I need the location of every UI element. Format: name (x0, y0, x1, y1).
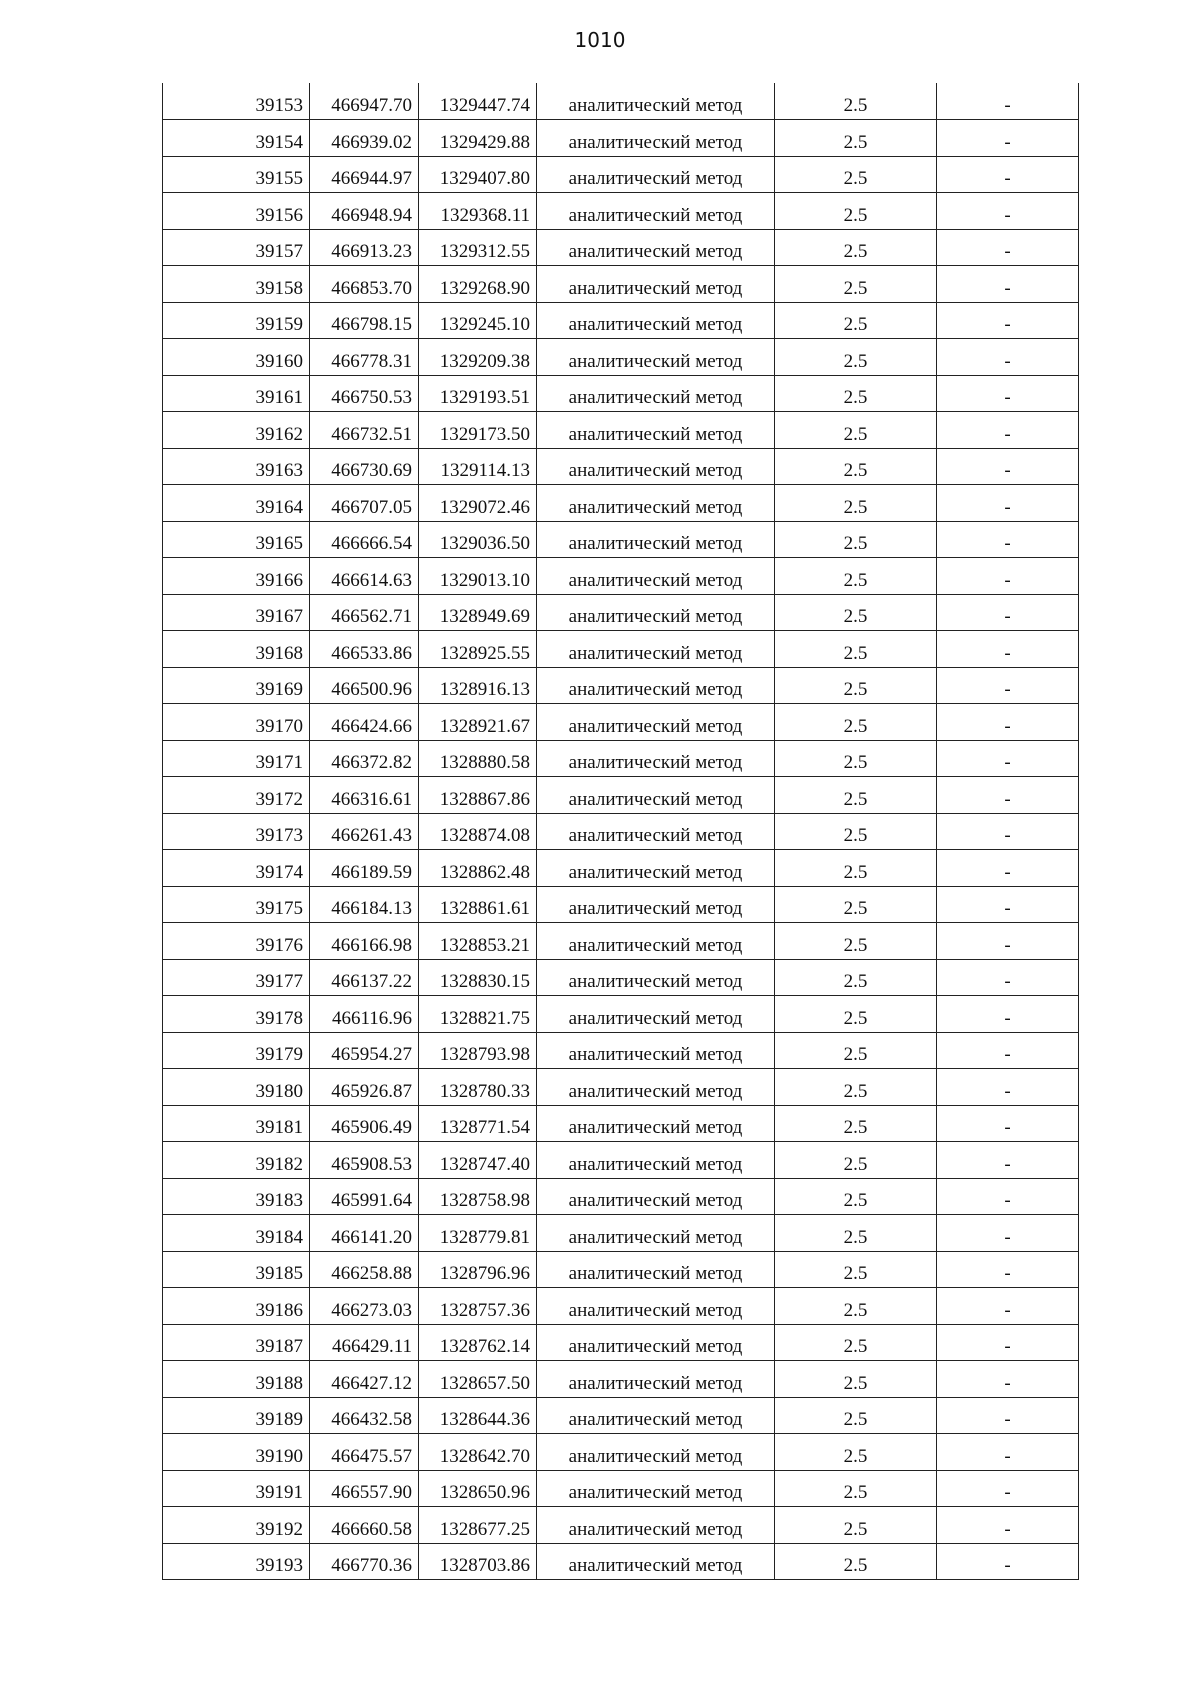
table-row (163, 1032, 1079, 1069)
point-number-cell: 39182 (163, 1142, 310, 1179)
method-cell: аналитический метод (537, 1324, 775, 1361)
table-row (163, 667, 1079, 704)
note-cell: - (937, 83, 1079, 120)
table-row (163, 521, 1079, 558)
method-cell: аналитический метод (537, 558, 775, 595)
x-coordinate-cell: 466475.57 (310, 1434, 419, 1471)
accuracy-cell: 2.5 (775, 120, 937, 157)
x-coordinate-cell: 466853.70 (310, 266, 419, 303)
x-coordinate-cell: 466184.13 (310, 886, 419, 923)
table-row (163, 850, 1079, 887)
table-row (163, 1105, 1079, 1142)
y-coordinate-cell: 1328642.70 (419, 1434, 537, 1471)
y-coordinate-cell: 1328677.25 (419, 1507, 537, 1544)
y-coordinate-cell: 1328921.67 (419, 704, 537, 741)
y-coordinate-cell: 1329209.38 (419, 339, 537, 376)
table-row (163, 777, 1079, 814)
note-cell: - (937, 667, 1079, 704)
accuracy-cell: 2.5 (775, 704, 937, 741)
method-cell: аналитический метод (537, 229, 775, 266)
method-cell: аналитический метод (537, 83, 775, 120)
note-cell: - (937, 193, 1079, 230)
table-row (163, 704, 1079, 741)
accuracy-cell: 2.5 (775, 923, 937, 960)
y-coordinate-cell: 1329193.51 (419, 375, 537, 412)
method-cell: аналитический метод (537, 521, 775, 558)
method-cell: аналитический метод (537, 302, 775, 339)
y-coordinate-cell: 1328650.96 (419, 1470, 537, 1507)
table-row (163, 302, 1079, 339)
x-coordinate-cell: 465954.27 (310, 1032, 419, 1069)
accuracy-cell: 2.5 (775, 448, 937, 485)
note-cell: - (937, 1397, 1079, 1434)
y-coordinate-cell: 1328874.08 (419, 813, 537, 850)
accuracy-cell: 2.5 (775, 850, 937, 887)
method-cell: аналитический метод (537, 1543, 775, 1580)
point-number-cell: 39183 (163, 1178, 310, 1215)
method-cell: аналитический метод (537, 448, 775, 485)
note-cell: - (937, 448, 1079, 485)
point-number-cell: 39178 (163, 996, 310, 1033)
accuracy-cell: 2.5 (775, 193, 937, 230)
accuracy-cell: 2.5 (775, 1543, 937, 1580)
method-cell: аналитический метод (537, 886, 775, 923)
point-number-cell: 39179 (163, 1032, 310, 1069)
y-coordinate-cell: 1328862.48 (419, 850, 537, 887)
note-cell: - (937, 959, 1079, 996)
x-coordinate-cell: 466189.59 (310, 850, 419, 887)
point-number-cell: 39167 (163, 594, 310, 631)
table-row (163, 594, 1079, 631)
table-row (163, 266, 1079, 303)
y-coordinate-cell: 1328861.61 (419, 886, 537, 923)
point-number-cell: 39157 (163, 229, 310, 266)
table-row (163, 996, 1079, 1033)
point-number-cell: 39181 (163, 1105, 310, 1142)
x-coordinate-cell: 466778.31 (310, 339, 419, 376)
y-coordinate-cell: 1329245.10 (419, 302, 537, 339)
accuracy-cell: 2.5 (775, 1215, 937, 1252)
note-cell: - (937, 1251, 1079, 1288)
table-body (163, 83, 1079, 1580)
point-number-cell: 39170 (163, 704, 310, 741)
y-coordinate-cell: 1329407.80 (419, 156, 537, 193)
x-coordinate-cell: 466116.96 (310, 996, 419, 1033)
table-row (163, 485, 1079, 522)
note-cell: - (937, 1105, 1079, 1142)
accuracy-cell: 2.5 (775, 813, 937, 850)
x-coordinate-cell: 466432.58 (310, 1397, 419, 1434)
y-coordinate-cell: 1328949.69 (419, 594, 537, 631)
table-row (163, 1142, 1079, 1179)
note-cell: - (937, 850, 1079, 887)
table-row (163, 1507, 1079, 1544)
accuracy-cell: 2.5 (775, 1324, 937, 1361)
accuracy-cell: 2.5 (775, 339, 937, 376)
method-cell: аналитический метод (537, 959, 775, 996)
y-coordinate-cell: 1329072.46 (419, 485, 537, 522)
x-coordinate-cell: 466372.82 (310, 740, 419, 777)
accuracy-cell: 2.5 (775, 1105, 937, 1142)
method-cell: аналитический метод (537, 1507, 775, 1544)
table-row (163, 1251, 1079, 1288)
y-coordinate-cell: 1328793.98 (419, 1032, 537, 1069)
x-coordinate-cell: 466614.63 (310, 558, 419, 595)
x-coordinate-cell: 466562.71 (310, 594, 419, 631)
point-number-cell: 39184 (163, 1215, 310, 1252)
accuracy-cell: 2.5 (775, 485, 937, 522)
x-coordinate-cell: 465908.53 (310, 1142, 419, 1179)
x-coordinate-cell: 466944.97 (310, 156, 419, 193)
table-row (163, 448, 1079, 485)
table-row (163, 1434, 1079, 1471)
x-coordinate-cell: 465906.49 (310, 1105, 419, 1142)
table-row (163, 1397, 1079, 1434)
page-number: 1010 (574, 28, 626, 52)
note-cell: - (937, 412, 1079, 449)
method-cell: аналитический метод (537, 1288, 775, 1325)
point-number-cell: 39160 (163, 339, 310, 376)
x-coordinate-cell: 466939.02 (310, 120, 419, 157)
method-cell: аналитический метод (537, 1032, 775, 1069)
y-coordinate-cell: 1329429.88 (419, 120, 537, 157)
accuracy-cell: 2.5 (775, 412, 937, 449)
method-cell: аналитический метод (537, 1361, 775, 1398)
table-row (163, 1543, 1079, 1580)
method-cell: аналитический метод (537, 339, 775, 376)
note-cell: - (937, 558, 1079, 595)
table-row (163, 1288, 1079, 1325)
method-cell: аналитический метод (537, 193, 775, 230)
note-cell: - (937, 1434, 1079, 1471)
point-number-cell: 39172 (163, 777, 310, 814)
table-row (163, 193, 1079, 230)
accuracy-cell: 2.5 (775, 229, 937, 266)
x-coordinate-cell: 466500.96 (310, 667, 419, 704)
method-cell: аналитический метод (537, 266, 775, 303)
point-number-cell: 39177 (163, 959, 310, 996)
point-number-cell: 39158 (163, 266, 310, 303)
method-cell: аналитический метод (537, 594, 775, 631)
note-cell: - (937, 1288, 1079, 1325)
method-cell: аналитический метод (537, 923, 775, 960)
point-number-cell: 39154 (163, 120, 310, 157)
accuracy-cell: 2.5 (775, 1434, 937, 1471)
point-number-cell: 39159 (163, 302, 310, 339)
point-number-cell: 39188 (163, 1361, 310, 1398)
table-row (163, 959, 1079, 996)
y-coordinate-cell: 1328758.98 (419, 1178, 537, 1215)
accuracy-cell: 2.5 (775, 959, 937, 996)
note-cell: - (937, 375, 1079, 412)
method-cell: аналитический метод (537, 120, 775, 157)
table-row (163, 375, 1079, 412)
y-coordinate-cell: 1329036.50 (419, 521, 537, 558)
accuracy-cell: 2.5 (775, 886, 937, 923)
x-coordinate-cell: 466316.61 (310, 777, 419, 814)
point-number-cell: 39166 (163, 558, 310, 595)
method-cell: аналитический метод (537, 156, 775, 193)
point-number-cell: 39190 (163, 1434, 310, 1471)
table-row (163, 339, 1079, 376)
x-coordinate-cell: 466660.58 (310, 1507, 419, 1544)
y-coordinate-cell: 1328779.81 (419, 1215, 537, 1252)
method-cell: аналитический метод (537, 1470, 775, 1507)
note-cell: - (937, 302, 1079, 339)
note-cell: - (937, 1543, 1079, 1580)
x-coordinate-cell: 466261.43 (310, 813, 419, 850)
method-cell: аналитический метод (537, 1251, 775, 1288)
table-row (163, 120, 1079, 157)
note-cell: - (937, 1069, 1079, 1106)
method-cell: аналитический метод (537, 1142, 775, 1179)
table-row (163, 229, 1079, 266)
accuracy-cell: 2.5 (775, 1507, 937, 1544)
y-coordinate-cell: 1329312.55 (419, 229, 537, 266)
table-row (163, 558, 1079, 595)
table-row (163, 1178, 1079, 1215)
y-coordinate-cell: 1328853.21 (419, 923, 537, 960)
x-coordinate-cell: 466730.69 (310, 448, 419, 485)
table-row (163, 923, 1079, 960)
note-cell: - (937, 266, 1079, 303)
note-cell: - (937, 631, 1079, 668)
method-cell: аналитический метод (537, 1069, 775, 1106)
point-number-cell: 39155 (163, 156, 310, 193)
point-number-cell: 39180 (163, 1069, 310, 1106)
method-cell: аналитический метод (537, 485, 775, 522)
y-coordinate-cell: 1329368.11 (419, 193, 537, 230)
note-cell: - (937, 813, 1079, 850)
x-coordinate-cell: 466750.53 (310, 375, 419, 412)
point-number-cell: 39164 (163, 485, 310, 522)
x-coordinate-cell: 466273.03 (310, 1288, 419, 1325)
y-coordinate-cell: 1328657.50 (419, 1361, 537, 1398)
point-number-cell: 39165 (163, 521, 310, 558)
y-coordinate-cell: 1328780.33 (419, 1069, 537, 1106)
point-number-cell: 39169 (163, 667, 310, 704)
point-number-cell: 39191 (163, 1470, 310, 1507)
y-coordinate-cell: 1328771.54 (419, 1105, 537, 1142)
method-cell: аналитический метод (537, 667, 775, 704)
note-cell: - (937, 704, 1079, 741)
method-cell: аналитический метод (537, 631, 775, 668)
point-number-cell: 39162 (163, 412, 310, 449)
accuracy-cell: 2.5 (775, 266, 937, 303)
x-coordinate-cell: 466557.90 (310, 1470, 419, 1507)
method-cell: аналитический метод (537, 375, 775, 412)
method-cell: аналитический метод (537, 1434, 775, 1471)
x-coordinate-cell: 466533.86 (310, 631, 419, 668)
accuracy-cell: 2.5 (775, 1251, 937, 1288)
y-coordinate-cell: 1328796.96 (419, 1251, 537, 1288)
accuracy-cell: 2.5 (775, 521, 937, 558)
y-coordinate-cell: 1329268.90 (419, 266, 537, 303)
note-cell: - (937, 229, 1079, 266)
coordinates-table (162, 83, 1079, 1580)
x-coordinate-cell: 466770.36 (310, 1543, 419, 1580)
method-cell: аналитический метод (537, 850, 775, 887)
point-number-cell: 39153 (163, 83, 310, 120)
note-cell: - (937, 120, 1079, 157)
x-coordinate-cell: 465991.64 (310, 1178, 419, 1215)
y-coordinate-cell: 1329114.13 (419, 448, 537, 485)
table-row (163, 1470, 1079, 1507)
note-cell: - (937, 339, 1079, 376)
method-cell: аналитический метод (537, 1397, 775, 1434)
point-number-cell: 39161 (163, 375, 310, 412)
accuracy-cell: 2.5 (775, 740, 937, 777)
table-row (163, 1215, 1079, 1252)
table-row (163, 1361, 1079, 1398)
note-cell: - (937, 777, 1079, 814)
y-coordinate-cell: 1329173.50 (419, 412, 537, 449)
x-coordinate-cell: 466427.12 (310, 1361, 419, 1398)
point-number-cell: 39168 (163, 631, 310, 668)
note-cell: - (937, 594, 1079, 631)
point-number-cell: 39176 (163, 923, 310, 960)
note-cell: - (937, 521, 1079, 558)
accuracy-cell: 2.5 (775, 594, 937, 631)
x-coordinate-cell: 466948.94 (310, 193, 419, 230)
note-cell: - (937, 740, 1079, 777)
table-row (163, 83, 1079, 120)
table-row (163, 1069, 1079, 1106)
y-coordinate-cell: 1329013.10 (419, 558, 537, 595)
x-coordinate-cell: 466258.88 (310, 1251, 419, 1288)
point-number-cell: 39189 (163, 1397, 310, 1434)
accuracy-cell: 2.5 (775, 1470, 937, 1507)
note-cell: - (937, 1142, 1079, 1179)
accuracy-cell: 2.5 (775, 777, 937, 814)
accuracy-cell: 2.5 (775, 1397, 937, 1434)
accuracy-cell: 2.5 (775, 1032, 937, 1069)
method-cell: аналитический метод (537, 412, 775, 449)
point-number-cell: 39173 (163, 813, 310, 850)
y-coordinate-cell: 1328830.15 (419, 959, 537, 996)
accuracy-cell: 2.5 (775, 156, 937, 193)
y-coordinate-cell: 1329447.74 (419, 83, 537, 120)
point-number-cell: 39171 (163, 740, 310, 777)
x-coordinate-cell: 465926.87 (310, 1069, 419, 1106)
accuracy-cell: 2.5 (775, 375, 937, 412)
point-number-cell: 39186 (163, 1288, 310, 1325)
method-cell: аналитический метод (537, 1105, 775, 1142)
y-coordinate-cell: 1328757.36 (419, 1288, 537, 1325)
note-cell: - (937, 923, 1079, 960)
x-coordinate-cell: 466798.15 (310, 302, 419, 339)
y-coordinate-cell: 1328762.14 (419, 1324, 537, 1361)
point-number-cell: 39187 (163, 1324, 310, 1361)
accuracy-cell: 2.5 (775, 1069, 937, 1106)
y-coordinate-cell: 1328747.40 (419, 1142, 537, 1179)
x-coordinate-cell: 466947.70 (310, 83, 419, 120)
table-row (163, 1324, 1079, 1361)
note-cell: - (937, 1507, 1079, 1544)
y-coordinate-cell: 1328867.86 (419, 777, 537, 814)
accuracy-cell: 2.5 (775, 996, 937, 1033)
note-cell: - (937, 156, 1079, 193)
note-cell: - (937, 1470, 1079, 1507)
point-number-cell: 39185 (163, 1251, 310, 1288)
point-number-cell: 39174 (163, 850, 310, 887)
table-row (163, 886, 1079, 923)
note-cell: - (937, 1215, 1079, 1252)
note-cell: - (937, 485, 1079, 522)
accuracy-cell: 2.5 (775, 1178, 937, 1215)
point-number-cell: 39192 (163, 1507, 310, 1544)
accuracy-cell: 2.5 (775, 302, 937, 339)
note-cell: - (937, 886, 1079, 923)
x-coordinate-cell: 466429.11 (310, 1324, 419, 1361)
point-number-cell: 39156 (163, 193, 310, 230)
accuracy-cell: 2.5 (775, 631, 937, 668)
y-coordinate-cell: 1328925.55 (419, 631, 537, 668)
y-coordinate-cell: 1328880.58 (419, 740, 537, 777)
accuracy-cell: 2.5 (775, 83, 937, 120)
table-row (163, 412, 1079, 449)
accuracy-cell: 2.5 (775, 1288, 937, 1325)
accuracy-cell: 2.5 (775, 1142, 937, 1179)
table-row (163, 156, 1079, 193)
x-coordinate-cell: 466707.05 (310, 485, 419, 522)
note-cell: - (937, 996, 1079, 1033)
note-cell: - (937, 1361, 1079, 1398)
accuracy-cell: 2.5 (775, 558, 937, 595)
x-coordinate-cell: 466141.20 (310, 1215, 419, 1252)
method-cell: аналитический метод (537, 704, 775, 741)
x-coordinate-cell: 466732.51 (310, 412, 419, 449)
note-cell: - (937, 1032, 1079, 1069)
accuracy-cell: 2.5 (775, 1361, 937, 1398)
point-number-cell: 39163 (163, 448, 310, 485)
method-cell: аналитический метод (537, 1215, 775, 1252)
x-coordinate-cell: 466166.98 (310, 923, 419, 960)
point-number-cell: 39175 (163, 886, 310, 923)
method-cell: аналитический метод (537, 740, 775, 777)
method-cell: аналитический метод (537, 813, 775, 850)
method-cell: аналитический метод (537, 777, 775, 814)
table-row (163, 740, 1079, 777)
y-coordinate-cell: 1328821.75 (419, 996, 537, 1033)
note-cell: - (937, 1178, 1079, 1215)
table-row (163, 813, 1079, 850)
x-coordinate-cell: 466666.54 (310, 521, 419, 558)
y-coordinate-cell: 1328644.36 (419, 1397, 537, 1434)
note-cell: - (937, 1324, 1079, 1361)
accuracy-cell: 2.5 (775, 667, 937, 704)
x-coordinate-cell: 466424.66 (310, 704, 419, 741)
x-coordinate-cell: 466913.23 (310, 229, 419, 266)
method-cell: аналитический метод (537, 996, 775, 1033)
x-coordinate-cell: 466137.22 (310, 959, 419, 996)
table-row (163, 631, 1079, 668)
point-number-cell: 39193 (163, 1543, 310, 1580)
y-coordinate-cell: 1328703.86 (419, 1543, 537, 1580)
method-cell: аналитический метод (537, 1178, 775, 1215)
y-coordinate-cell: 1328916.13 (419, 667, 537, 704)
